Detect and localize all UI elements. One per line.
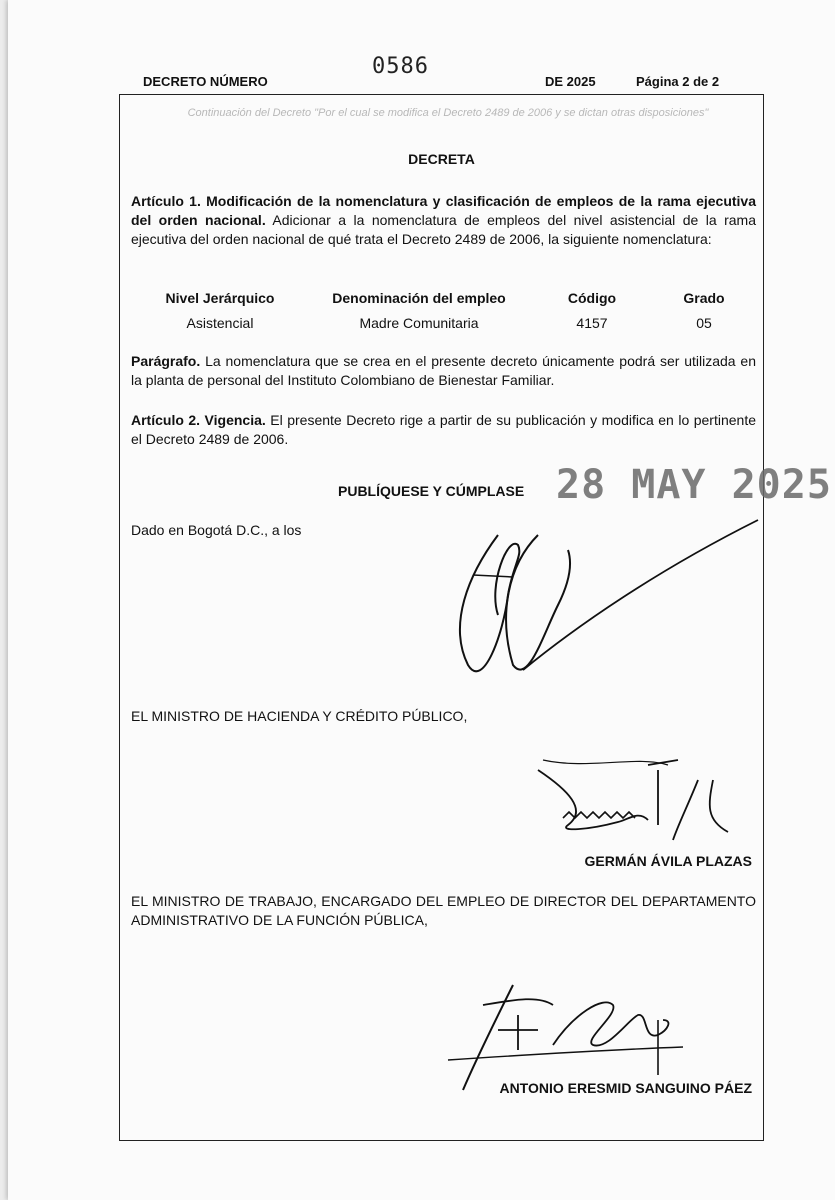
signature-president — [428, 515, 768, 695]
table-header-codigo: Código — [567, 290, 617, 306]
article-2-title: Artículo 2. Vigencia. — [131, 412, 266, 428]
paragrafo — [131, 352, 756, 390]
table-cell-nivel: Asistencial — [186, 315, 254, 331]
minister-1-role: EL MINISTRO DE HACIENDA Y CRÉDITO PÚBLICO, — [131, 708, 468, 724]
table-cell-codigo: 4157 — [576, 315, 608, 331]
decree-year: DE 2025 — [545, 74, 596, 89]
signature-minister-2 — [443, 975, 703, 1095]
table-header-grado: Grado — [683, 290, 725, 306]
paragrafo-title: Parágrafo. — [131, 353, 201, 369]
article-1 — [131, 192, 756, 249]
article-1-title: Artículo 1. Modificación de la nomenclatura y clasificación de empleos de la rama ejecutiva del orden nacional. — [131, 193, 756, 228]
paragrafo-body: La nomenclatura que se crea en el presente decreto únicamente podrá ser utilizada en la planta de personal del Instituto Colombiano de Bienestar Familiar. — [131, 353, 757, 388]
date-stamp: 28 MAY 2025 — [556, 462, 832, 508]
article-1-body: Adicionar a la nomenclatura de empleos del nivel asistencial de la rama ejecutiva del orden nacional de qué trata el Decreto 2489 de 2006, la siguiente nomenclatura: — [131, 212, 756, 247]
decree-number: 0586 — [372, 54, 429, 79]
table-header-nivel: Nivel Jerárquico — [165, 290, 275, 306]
page-indicator: Página 2 de 2 — [636, 74, 720, 89]
publiquese-heading: PUBLÍQUESE Y CÚMPLASE — [338, 483, 525, 499]
continuation-note: Continuación del Decreto "Por el cual se modifica el Decreto 2489 de 2006 y se dictan otras disposiciones" — [187, 107, 709, 119]
article-2 — [131, 411, 756, 449]
minister-2-role: EL MINISTRO DE TRABAJO, ENCARGADO DEL EMPLEO DE DIRECTOR DEL DEPARTAMENTO ADMINISTRATIVO DE LA FUNCIÓN PÚBLICA, — [131, 893, 756, 928]
article-2-body: El presente Decreto rige a partir de su publicación y modifica en lo pertinente el Decreto 2489 de 2006. — [131, 412, 756, 447]
decree-label: DECRETO NÚMERO — [143, 74, 268, 89]
table-cell-denominacion: Madre Comunitaria — [359, 315, 479, 331]
minister-2-name: ANTONIO ERESMID SANGUINO PÁEZ — [499, 1080, 752, 1096]
minister-1-name: GERMÁN ÁVILA PLAZAS — [584, 853, 752, 869]
decreta-heading: DECRETA — [408, 151, 475, 167]
table-cell-grado: 05 — [696, 315, 712, 331]
dado-en-text: Dado en Bogotá D.C., a los — [131, 522, 302, 538]
table-header-denominacion: Denominación del empleo — [332, 290, 506, 306]
document-page — [8, 0, 835, 1200]
signature-minister-1 — [528, 750, 758, 850]
